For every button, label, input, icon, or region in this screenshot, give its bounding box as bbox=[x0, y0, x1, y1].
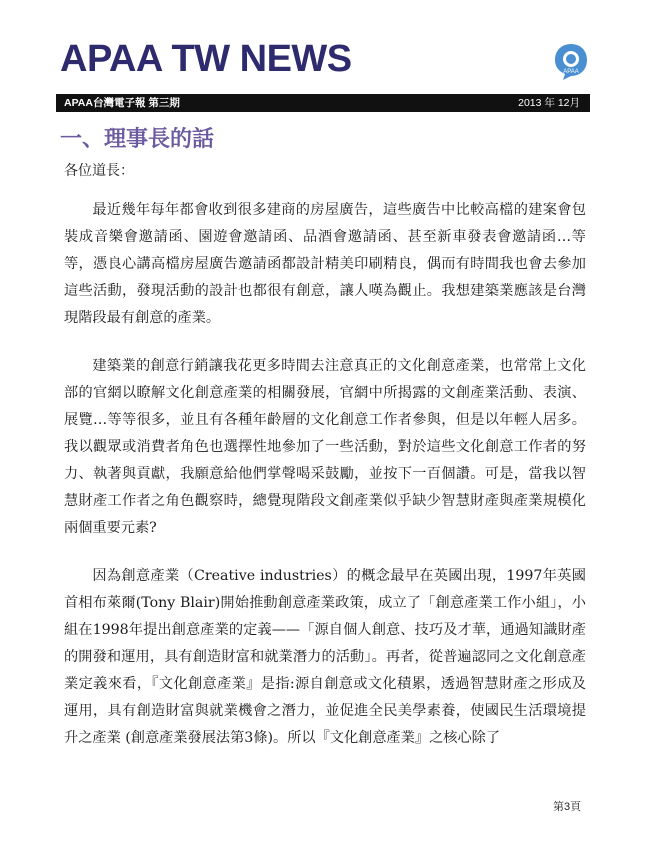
paragraph-2: 建築業的創意行銷讓我花更多時間去注意真正的文化創意產業，也常常上文化部的官網以瞭解文化創意產業的相關發展，官網中所揭露的文創產業活動、表演、展覽…等等很多，並且有各種年齡層的文化創意工作者參與，但是以年輕人居多。我以觀眾或消費者角色也選擇性地參加了一些活動，對於這些文化創意工作者的努力、執著與貢獻，我願意給他們掌聲喝采鼓勵，並按下一百個讚。可是，當我以智慧財產工作者之角色觀察時，總覺現階段文創產業似乎缺少智慧財產與產業規模化兩個重要元素? bbox=[64, 358, 586, 536]
page-number: 第3頁 bbox=[553, 801, 582, 813]
article-body bbox=[64, 197, 586, 773]
issue-bar bbox=[56, 94, 590, 112]
issue-date: 2013 年 12月 bbox=[518, 97, 580, 109]
issue-label: APAA台灣電子報 第三期 bbox=[64, 97, 180, 109]
apaa-logo bbox=[553, 42, 589, 82]
logo-text: APAA bbox=[563, 69, 579, 75]
section-title: 一、理事長的話 bbox=[60, 127, 215, 152]
masthead-title: APAA TW NEWS bbox=[60, 38, 352, 80]
greeting: 各位道長： bbox=[64, 163, 134, 179]
paragraph-3: 因為創意產業（Creative industries）的概念最早在英國出現，1997年英國首相布萊爾(Tony Blair)開始推動創意產業政策，成立了「創意產業工作小組」，小組在1998年提出創意產業的定義——「源自個人創意、技巧及才華，通過知識財產的開發和運用，具有創造財富和就業潛力的活動」。再者，從普遍認同之文化創意產業定義來看，『文化創意產業』是指:源自創意或文化積累，透過智慧財產之形成及運用，具有創造財富與就業機會之潛力，並促進全民美學素養，使國民生活環境提升之產業 (創意產業發展法第3條)。所以『文化創意產業』之核心除了 bbox=[64, 568, 586, 746]
paragraph-1: 最近幾年每年都會收到很多建商的房屋廣告，這些廣告中比較高檔的建案會包裝成音樂會邀請函、園遊會邀請函、品酒會邀請函、甚至新車發表會邀請函…等等，憑良心講高檔房屋廣告邀請函都設計精美印刷精良，偶而有時間我也會去參加這些活動，發現活動的設計也都很有創意，讓人嘆為觀止。我想建築業應該是台灣現階段最有創意的產業。 bbox=[64, 202, 586, 326]
